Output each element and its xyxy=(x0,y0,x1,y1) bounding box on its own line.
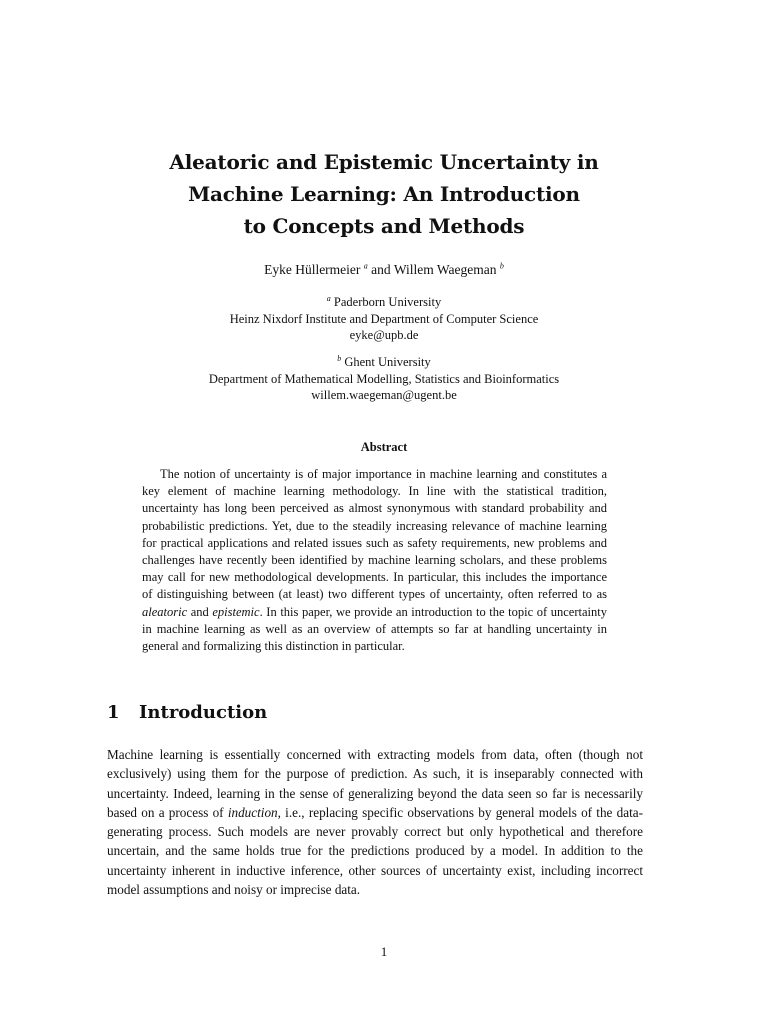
abstract-text-part: and xyxy=(187,604,213,619)
author-name: Eyke Hüllermeier xyxy=(264,262,361,277)
affiliation-mark: b xyxy=(337,353,342,363)
paragraph-text-part: Machine learning is essentially concerned with extracting models from data, often (though not exclusively) using them for the purpose of prediction. As such, it is inseparably connected with uncertainty. Indeed, learning in the sense of generalizing beyond the data seen so far is necessarily based on a process of xyxy=(107,747,643,820)
introduction-paragraph xyxy=(107,745,643,899)
abstract-text-part: . In this paper, we provide an introduction to the topic of uncertainty in machine learning as well as an overview of attempts so far at handling uncertainty in general and formalizing this distinction in particular. xyxy=(142,604,607,654)
affiliation-mark: b xyxy=(499,261,504,271)
title-line-2: Machine Learning: An Introduction xyxy=(188,182,580,206)
term-epistemic: epistemic xyxy=(212,604,260,619)
institution-name: Paderborn University xyxy=(333,295,442,309)
abstract-heading: Abstract xyxy=(360,440,408,454)
institution-name: Ghent University xyxy=(344,355,431,369)
term-induction: induction xyxy=(227,804,278,820)
abstract-text-part: The notion of uncertainty is of major importance in machine learning and constitutes a key element of machine learning methodology. In line with the statistical tradition, uncertainty has long been perceived as almost synonymous with standard probability and probabilistic predictions. Yet, due to the steadily increasing relevance of machine learning for practical applications and related issues such as safety requirements, new problems and challenges have recently been identified by machine learning scholars, and these problems may call for new methodological developments. In particular, this includes the importance of distinguishing between (at least) two different types of uncertainty, often referred to as xyxy=(142,467,607,602)
paragraph-text-part: , i.e., replacing specific observations by general models of the data-generating process. Such models are never provably correct but only hypothetical and therefore uncertain, and the same holds true for the predictions produced by a model. In addition to the uncertainty inherent in inductive inference, other sources of uncertainty exist, including incorrect model assumptions and noisy or imprecise data. xyxy=(107,804,644,898)
page-number: 1 xyxy=(380,944,388,959)
abstract-text xyxy=(142,466,607,655)
term-aleatoric: aleatoric xyxy=(142,604,188,619)
paper-title xyxy=(0,146,768,242)
author-name: Willem Waegeman xyxy=(393,262,497,277)
title-line-1: Aleatoric and Epistemic Uncertainty in xyxy=(169,150,599,174)
author-list xyxy=(0,262,768,278)
affiliation-b xyxy=(0,354,768,404)
author-conjunction: and xyxy=(371,262,391,277)
affiliation-mark: a xyxy=(363,261,368,271)
affiliation-a xyxy=(0,294,768,344)
section-number: 1 xyxy=(107,702,120,723)
department-name: Department of Mathematical Modelling, Statistics and Bioinformatics xyxy=(208,371,560,386)
section-heading xyxy=(107,702,267,723)
section-title: Introduction xyxy=(139,702,268,723)
title-line-3: to Concepts and Methods xyxy=(243,214,525,238)
author-email: eyke@upb.de xyxy=(349,328,419,342)
author-email: willem.waegeman@ugent.be xyxy=(311,388,457,402)
department-name: Heinz Nixdorf Institute and Department of Computer Science xyxy=(229,311,539,326)
affiliation-mark: a xyxy=(326,293,331,303)
